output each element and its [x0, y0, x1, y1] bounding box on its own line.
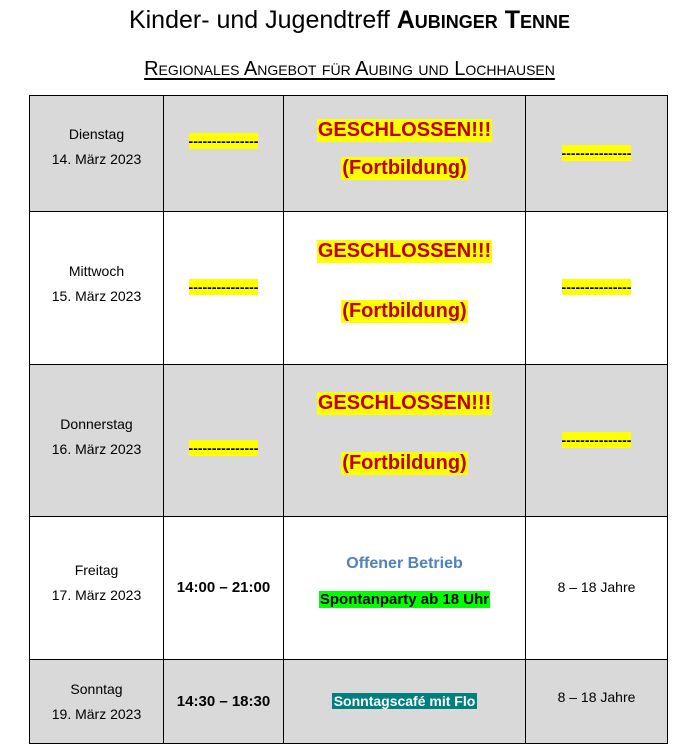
- schedule-table: [29, 95, 668, 744]
- closed-reason: (Fortbildung): [342, 299, 467, 322]
- age-cell: [526, 96, 668, 212]
- activity-highlight: Spontanparty ab 18 Uhr: [319, 591, 490, 608]
- table-row: [30, 517, 668, 660]
- activity-cell: [284, 517, 526, 660]
- age-placeholder: ---------------: [561, 144, 632, 161]
- time-cell: [164, 660, 284, 744]
- day-date: 16. März 2023: [51, 440, 142, 457]
- page-title: [0, 6, 699, 35]
- title-bold: Aubinger Tenne: [396, 6, 571, 34]
- time-placeholder: ---------------: [188, 279, 259, 295]
- day-date: 14. März 2023: [51, 150, 142, 167]
- age-placeholder: ---------------: [561, 431, 632, 448]
- age-cell: [526, 517, 668, 660]
- day-cell: [30, 660, 164, 744]
- time-cell: [164, 365, 284, 517]
- title-plain: Kinder- und Jugendtreff: [128, 6, 397, 34]
- table-row: [30, 660, 668, 744]
- age-cell: [526, 212, 668, 365]
- day-cell: [30, 96, 164, 212]
- table-row: [30, 365, 668, 517]
- day-cell: [30, 517, 164, 660]
- time-placeholder: ---------------: [188, 439, 259, 456]
- activity-cell: [284, 212, 526, 365]
- age-range: 8 – 18 Jahre: [557, 688, 636, 705]
- day-name: Mittwoch: [68, 263, 125, 279]
- activity-highlight: Sonntagscafé mit Flo: [333, 692, 476, 709]
- day-cell: [30, 365, 164, 517]
- closed-reason: (Fortbildung): [342, 157, 467, 179]
- day-date: 17. März 2023: [51, 587, 142, 603]
- age-cell: [526, 365, 668, 517]
- activity-title: Offener Betrieb: [346, 555, 463, 572]
- day-name: Freitag: [74, 562, 119, 578]
- time-cell: [164, 212, 284, 365]
- age-range: 8 – 18 Jahre: [557, 579, 636, 595]
- time-cell: [164, 96, 284, 212]
- age-placeholder: ---------------: [561, 279, 632, 295]
- activity-cell: [284, 96, 526, 212]
- day-name: Dienstag: [68, 125, 125, 142]
- age-cell: [526, 660, 668, 744]
- day-cell: [30, 212, 164, 365]
- opening-hours: 14:30 – 18:30: [176, 692, 271, 710]
- time-cell: [164, 517, 284, 660]
- page-subtitle: Regionales Angebot für Aubing und Lochhausen: [144, 58, 555, 80]
- table-row: [30, 96, 668, 212]
- closed-reason: (Fortbildung): [342, 452, 467, 474]
- day-name: Sonntag: [70, 680, 123, 697]
- closed-notice: GESCHLOSSEN!!!: [317, 392, 492, 414]
- closed-notice: GESCHLOSSEN!!!: [317, 119, 492, 141]
- opening-hours: 14:00 – 21:00: [176, 579, 271, 596]
- activity-cell: [284, 660, 526, 744]
- day-name: Donnerstag: [60, 415, 133, 432]
- closed-notice: GESCHLOSSEN!!!: [317, 239, 492, 262]
- activity-cell: [284, 365, 526, 517]
- time-placeholder: ---------------: [188, 132, 259, 149]
- day-date: 15. März 2023: [51, 288, 142, 304]
- day-date: 19. März 2023: [51, 705, 142, 722]
- table-row: [30, 212, 668, 365]
